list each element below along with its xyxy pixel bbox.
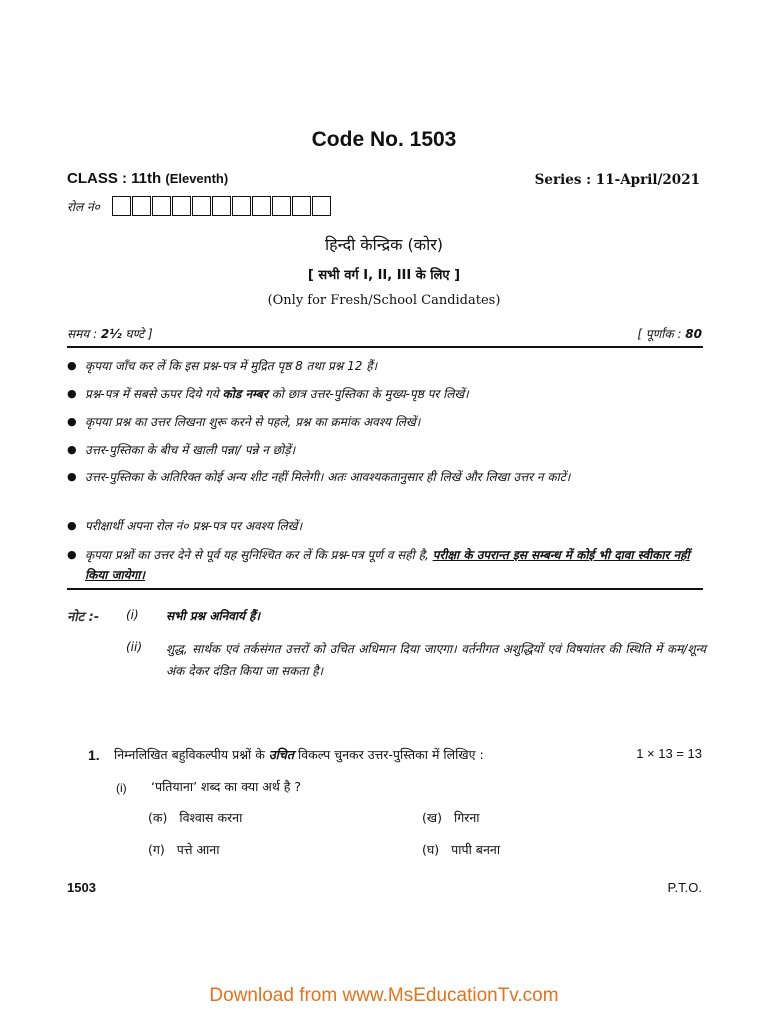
footer-code: 1503: [67, 880, 96, 895]
instruction-item: [67, 440, 707, 460]
subject-title: हिन्दी केन्द्रिक (कोर): [324, 235, 444, 254]
bullet-icon: ●: [67, 443, 77, 456]
code-number: Code No. 1503: [311, 128, 457, 151]
option-ga[interactable]: [148, 841, 219, 858]
footer-pto: P.T.O.: [667, 880, 702, 895]
note-text: शुद्ध, सार्थक एवं तर्कसंगत उत्तरों को उचित अधिमान दिया जाएगा। वर्तनीगत अशुद्धियों एवं विषयांतर की स्थिति में कम/शून्य अंक देकर दंडित किया जा सकता है।: [166, 642, 706, 678]
roll-box[interactable]: [312, 196, 331, 216]
option-kha[interactable]: [422, 809, 480, 826]
series-label: Series : 11-April/2021: [534, 172, 700, 188]
roll-box[interactable]: [252, 196, 271, 216]
option-ka[interactable]: [148, 809, 242, 826]
roll-box[interactable]: [112, 196, 131, 216]
option-gha[interactable]: [422, 841, 500, 858]
marks-prefix: [ पूर्णांक :: [637, 327, 686, 341]
question-emphasis: उचित: [268, 747, 294, 762]
option-text: पापी बनना: [451, 842, 501, 857]
instruction-text: परीक्षार्थी अपना रोल नं० प्रश्न-पत्र पर अवश्य लिखें।: [85, 519, 303, 533]
class-value: CLASS : 11th: [67, 170, 162, 187]
question-text: [114, 746, 484, 763]
time-value: 2½: [100, 327, 122, 341]
option-text: पत्ते आना: [176, 842, 220, 857]
max-marks: [637, 325, 702, 342]
download-link[interactable]: Download from www.MsEducationTv.com: [209, 985, 559, 1006]
time-prefix: समय :: [67, 327, 101, 341]
option-label: (क): [148, 810, 168, 825]
roll-box[interactable]: [192, 196, 211, 216]
instruction-part: को छात्र उत्तर-पुस्तिका के मुख्य-पृष्ठ पर लिखें।: [267, 387, 469, 401]
instruction-text: उत्तर-पुस्तिका के अतिरिक्त कोई अन्य शीट नहीं मिलेगी। अतः आवश्यकतानुसार ही लिखें और लिखा उत्तर न काटें।: [85, 470, 571, 484]
instruction-part: प्रश्न-पत्र में सबसे ऊपर दिये गये: [85, 387, 223, 401]
claim-warning: परीक्षा के उपरान्त इस सम्बन्ध में कोई भी दावा स्वीकार नहीं किया जायेगा।: [85, 548, 690, 582]
question-marks: 1 × 13 = 13: [636, 746, 702, 761]
option-label: (ग): [148, 842, 165, 857]
note-heading: नोट :-: [67, 610, 100, 625]
note-number: (i): [126, 608, 139, 622]
roll-box[interactable]: [172, 196, 191, 216]
instruction-item: [67, 467, 707, 487]
note-number: (ii): [126, 640, 143, 654]
option-label: (घ): [422, 842, 440, 857]
instruction-text: [85, 545, 707, 585]
instruction-item: [67, 545, 707, 585]
option-text: विश्वास करना: [179, 810, 243, 825]
roll-box[interactable]: [212, 196, 231, 216]
instruction-part: कृपया प्रश्नों का उत्तर देने से पूर्व यह सुनिश्चित कर लें कि प्रश्न-पत्र पूर्ण व सही है,: [85, 548, 433, 562]
candidates-subtitle: (Only for Fresh/School Candidates): [267, 293, 501, 308]
time-allowed: [67, 325, 153, 342]
roll-number-row: [67, 196, 332, 216]
question-part: विकल्प चुनकर उत्तर-पुस्तिका में लिखिए :: [293, 747, 484, 762]
bullet-icon: ●: [67, 415, 77, 428]
instruction-text: [85, 384, 707, 404]
subquestion-text: ‘पतियाना’ शब्द का क्या अर्थ है ?: [151, 779, 302, 794]
option-label: (ख): [422, 810, 442, 825]
class-subtext: (Eleventh): [165, 171, 229, 186]
instruction-item: [67, 384, 707, 404]
option-text: गिरना: [453, 810, 480, 825]
roll-box[interactable]: [232, 196, 251, 216]
bullet-icon: ●: [67, 387, 77, 400]
subquestion-number: (i): [116, 781, 127, 795]
marks-value: 80: [685, 327, 702, 341]
instruction-item: [67, 412, 707, 432]
roll-box[interactable]: [272, 196, 291, 216]
roll-box[interactable]: [152, 196, 171, 216]
instruction-text: कृपया प्रश्न का उत्तर लिखना शुरू करने से पहले, प्रश्न का क्रमांक अवश्य लिखें।: [85, 415, 421, 429]
bullet-icon: ●: [67, 470, 77, 483]
bullet-icon: ●: [67, 548, 77, 561]
class-label: [67, 170, 228, 187]
roll-box[interactable]: [292, 196, 311, 216]
groups-subtitle: [ सभी वर्ग I, II, III के लिए ]: [307, 268, 461, 283]
divider-top: [67, 346, 703, 348]
roll-number-label: रोल नं०: [67, 199, 100, 214]
time-suffix: घण्टे ]: [121, 327, 153, 341]
instruction-text: कृपया जाँच कर लें कि इस प्रश्न-पत्र में मुद्रित पृष्ठ 8 तथा प्रश्न 12 हैं।: [85, 359, 378, 373]
instruction-item: [67, 516, 707, 536]
instruction-text: उत्तर-पुस्तिका के बीच में खाली पन्ना/ पन्ने न छोड़ें।: [85, 443, 296, 457]
question-number: 1.: [88, 747, 100, 763]
note-text: सभी प्रश्न अनिवार्य हैं।: [166, 609, 261, 623]
divider-bottom: [67, 588, 703, 590]
roll-number-boxes: [112, 196, 332, 216]
instruction-item: [67, 356, 707, 376]
roll-box[interactable]: [132, 196, 151, 216]
code-number-emphasis: कोड नम्बर: [222, 387, 268, 401]
bullet-icon: ●: [67, 359, 77, 372]
bullet-icon: ●: [67, 519, 77, 532]
question-part: निम्नलिखित बहुविकल्पीय प्रश्नों के: [114, 747, 269, 762]
